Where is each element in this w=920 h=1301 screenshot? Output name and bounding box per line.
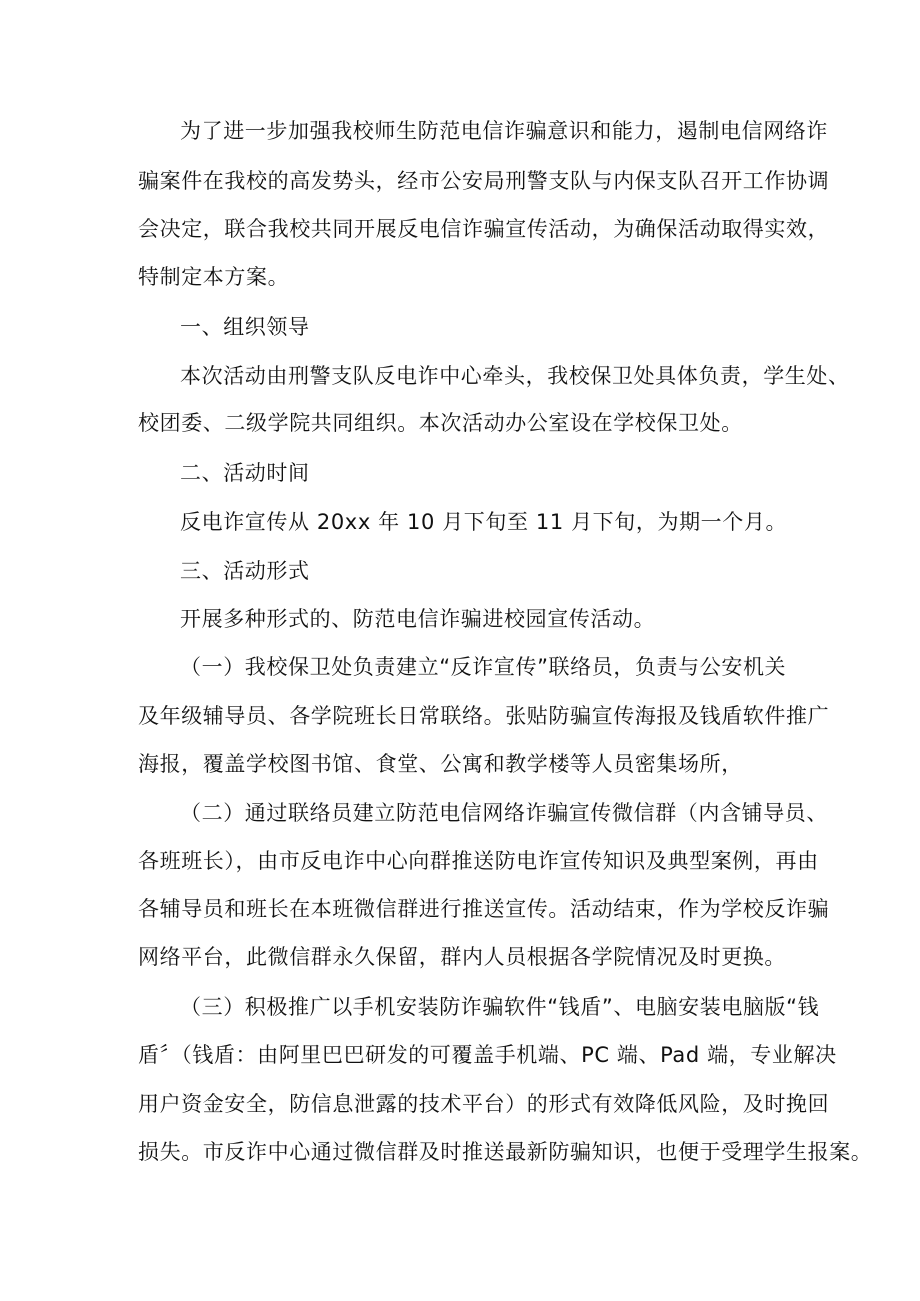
paragraph-organization-line-2: 校团委、二级学院共同组织。本次活动办公室设在学校保卫处。 xyxy=(138,411,743,435)
paragraph-intro-line-2: 骗案件在我校的高发势头，经市公安局刑警支队与内保支队召开工作协调 xyxy=(138,169,830,193)
item-3-line-4: 损失。市反诈中心通过微信群及时推送最新防骗知识，也便于受理学生报案。 xyxy=(138,1140,873,1164)
paragraph-format-intro: 开展多种形式的、防范电信诈骗进校园宣传活动。 xyxy=(180,607,656,631)
item-1-line-3: 海报，覆盖学校图书馆、食堂、公寓和教学楼等人员密集场所， xyxy=(138,752,743,776)
section-heading-time: 二、活动时间 xyxy=(180,461,310,485)
item-3-line-1: （三）积极推广以手机安装防诈骗软件“钱盾”、电脑安装电脑版“钱 xyxy=(180,995,820,1019)
item-2-line-3: 各辅导员和班长在本班微信群进行推送宣传。活动结束，作为学校反诈骗 xyxy=(138,897,830,921)
item-2-line-2: 各班班长），由市反电诈中心向群推送防电诈宣传知识及典型案例，再由 xyxy=(138,849,819,873)
section-heading-format: 三、活动形式 xyxy=(180,559,310,583)
item-2-line-4: 网络平台，此微信群永久保留，群内人员根据各学院情况及时更换。 xyxy=(138,945,786,969)
paragraph-intro-line-1: 为了进一步加强我校师生防范电信诈骗意识和能力，遏制电信网络诈 xyxy=(180,119,828,143)
paragraph-intro-line-3: 会决定，联合我校共同开展反电信诈骗宣传活动，为确保活动取得实效， xyxy=(138,217,830,241)
item-2-line-1: （二）通过联络员建立防范电信网络诈骗宣传微信群（内含铺导员、 xyxy=(180,801,828,825)
paragraph-organization-line-1: 本次活动由刑警支队反电诈中心牵头，我校保卫处具体负责，学生处、 xyxy=(180,364,850,388)
paragraph-intro-line-4: 特制定本方案。 xyxy=(138,265,290,289)
paragraph-time: 反电诈宣传从 20xx 年 10 月下旬至 11 月下旬，为期一个月。 xyxy=(180,510,788,534)
item-3-line-3: 用户资金安全，防信息泄露的技术平台）的形式有效降低风险，及时挽回 xyxy=(138,1092,830,1116)
item-1-line-2: 及年级辅导员、各学院班长日常联络。张贴防骗宣传海报及钱盾软件推广 xyxy=(138,704,830,728)
item-1-line-1: （一）我校保卫处负责建立“反诈宣传”联络员，负责与公安机关 xyxy=(180,655,787,679)
section-heading-organization: 一、组织领导 xyxy=(180,315,310,339)
item-3-line-2: 盾〞（钱盾：由阿里巴巴研发的可覆盖手机端、PC 端、Pad 端，专业解决 xyxy=(138,1043,837,1067)
